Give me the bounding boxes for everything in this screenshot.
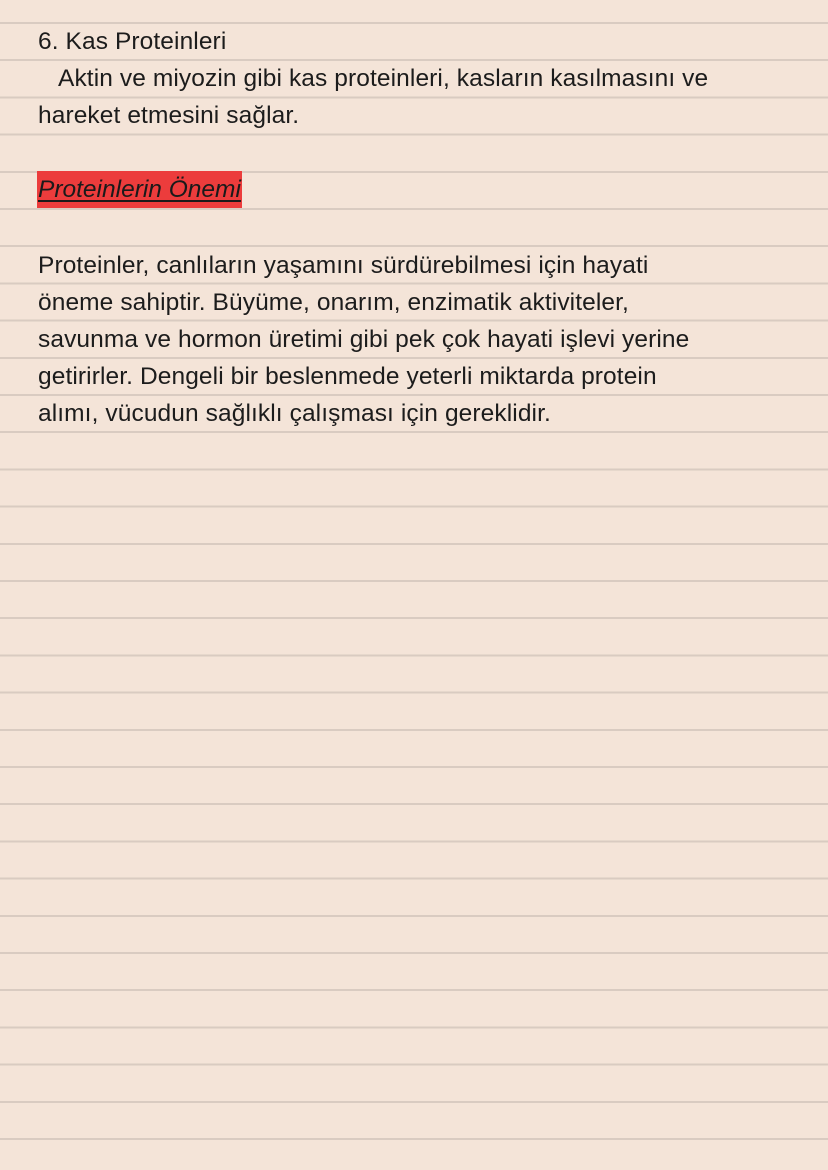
highlighted-heading: Proteinlerin Önemi xyxy=(37,171,242,208)
section-title: 6. Kas Proteinleri xyxy=(38,28,227,55)
section-text-line: hareket etmesini sağlar. xyxy=(38,102,300,129)
paragraph-line: Proteinler, canlıların yaşamını sürdürebilmesi için hayati xyxy=(38,252,649,279)
paragraph-line: alımı, vücudun sağlıklı çalışması için gereklidir. xyxy=(38,400,551,427)
paragraph-line: getirirler. Dengeli bir beslenmede yeterli miktarda protein xyxy=(38,363,657,390)
section-text-line: Aktin ve miyozin gibi kas proteinleri, kasların kasılmasını ve xyxy=(58,65,709,92)
paragraph-line: savunma ve hormon üretimi gibi pek çok hayati işlevi yerine xyxy=(38,326,690,353)
paragraph-line: öneme sahiptir. Büyüme, onarım, enzimatik aktiviteler, xyxy=(38,289,629,316)
